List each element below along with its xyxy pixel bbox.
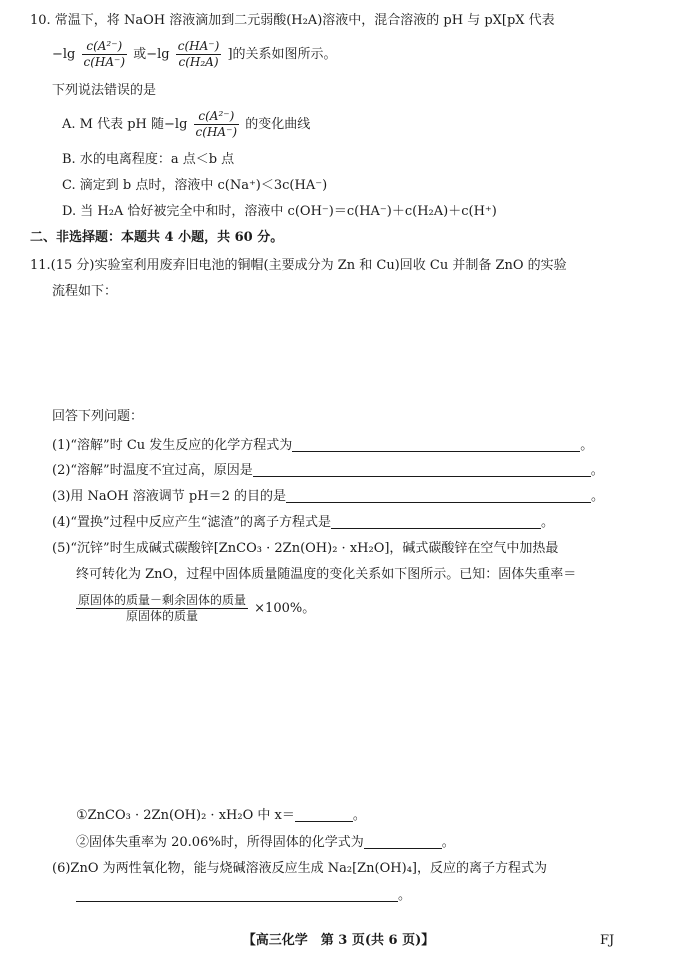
q11-answer-intro: 回答下列问题： [52,409,144,424]
q11-part-5-fraction-line [76,592,315,626]
answer-blank-1[interactable] [292,437,580,452]
option-a-pre: A. M 代表 pH 随−lg [62,117,188,132]
period: 。 [580,438,594,453]
q11-part-2 [52,462,604,480]
period: 。 [441,835,455,850]
answer-blank-x[interactable] [295,807,353,822]
period: 。 [590,463,604,478]
section-2-heading: 二、非选择题：本题共 4 小题，共 60 分。 [30,230,284,245]
q11-line2: 流程如下： [52,284,118,299]
fraction-denominator: c(H₂A) [178,55,219,69]
fraction-denominator: 原固体的质量 [126,609,199,623]
period: 。 [352,808,366,823]
q11-part-5-line1: (5)“沉锌”时生成碱式碳酸锌[ZnCO₃ · 2Zn(OH)₂ · xH₂O]，碱式碳酸锌在空气中加热最 [52,541,559,556]
fraction-numerator: c(A²⁻) [82,39,128,55]
q10-option-a [62,108,310,142]
q11-part-4 [52,514,554,532]
fraction-numerator: 原固体的质量－剩余固体的质量 [78,593,247,607]
q11-line1: 11.(15 分)实验室利用废弃旧电池的铜帽(主要成分为 Zn 和 Cu)回收 Cu 并制备 ZnO 的实验 [30,258,567,273]
q11-part-1 [52,437,593,455]
q10-line2 [52,38,337,72]
fraction-denominator: c(HA⁻) [195,125,238,139]
fraction-tail: ×100%。 [254,601,316,616]
q11-part-3 [52,488,604,506]
fraction-numerator: c(A²⁻) [194,109,240,125]
neg-lg-1: −lg [52,47,76,62]
sub-2-text: ②固体失重率为 20.06%时，所得固体的化学式为 [76,835,364,850]
fraction-a2-over-ha [82,39,128,70]
option-a-post: 的变化曲线 [245,117,311,132]
fraction-numerator: c(HA⁻) [177,39,220,53]
period: 。 [591,489,605,504]
part-3-text: (3)用 NaOH 溶液调节 pH＝2 的目的是 [52,489,286,504]
q11-part-6: (6)ZnO 为两性氧化物，能与烧碱溶液反应生成 Na₂[Zn(OH)₄]，反应的离子方程式为 [52,861,547,876]
part-2-text: (2)“溶解”时温度不宜过高，原因是 [52,463,253,478]
answer-blank-2[interactable] [253,462,591,477]
fraction-denominator: c(HA⁻) [83,55,126,69]
or-neg-lg: 或−lg [133,47,170,62]
q10-option-b: B. 水的电离程度：a 点＜b 点 [62,152,235,167]
answer-blank-formula[interactable] [364,834,442,849]
q11-part-6-answer [76,887,411,905]
period: 。 [541,515,555,530]
weight-loss-fraction [76,593,248,624]
part-1-text: (1)“溶解”时 Cu 发生反应的化学方程式为 [52,438,293,453]
q10-line2-tail: ]的关系如图所示。 [227,47,337,62]
q10-prompt: 下列说法错误的是 [52,83,157,98]
q11-part-5-line2: 终可转化为 ZnO，过程中固体质量随温度的变化关系如下图所示。已知：固体失重率＝ [76,567,577,582]
q10-line1: 10. 常温下，将 NaOH 溶液滴加到二元弱酸(H₂A)溶液中，混合溶液的 pH 与 pX[pX 代表 [30,13,555,28]
flowchart-area [52,306,632,402]
graph-area [76,632,636,798]
q11-sub-1 [76,807,366,825]
fraction-ha-over-h2a [176,39,222,70]
part-4-text: (4)“置换”过程中反应产生“滤渣”的离子方程式是 [52,515,331,530]
option-a-fraction [194,109,240,140]
answer-blank-6[interactable] [76,887,398,902]
sub-1-text: ①ZnCO₃ · 2Zn(OH)₂ · xH₂O 中 x＝ [76,808,295,823]
q10-option-c: C. 滴定到 b 点时，溶液中 c(Na⁺)＜3c(HA⁻) [62,178,328,193]
q10-option-d: D. 当 H₂A 恰好被完全中和时，溶液中 c(OH⁻)＝c(HA⁻)＋c(H₂A)＋c(H⁺) [62,204,497,219]
answer-blank-3[interactable] [286,488,591,503]
footer-code: FJ [600,933,615,948]
q11-sub-2 [76,834,455,852]
page-footer: 【高三化学 第 3 页(共 6 页)】 [242,933,435,948]
answer-blank-4[interactable] [331,514,541,529]
period: 。 [398,888,412,903]
